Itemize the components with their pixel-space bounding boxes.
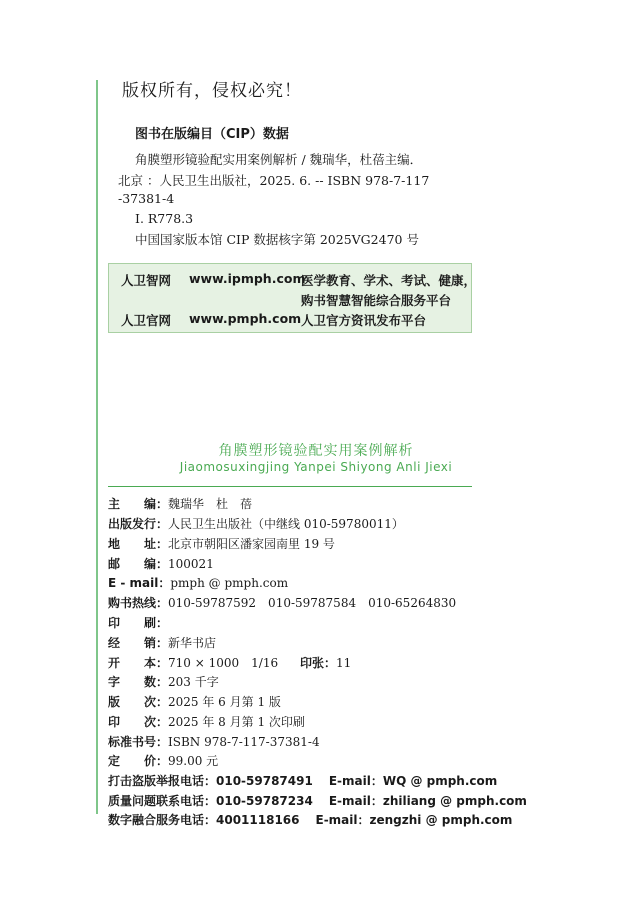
site1-url[interactable]: www.ipmph.com xyxy=(189,271,306,286)
website-box xyxy=(108,263,477,333)
info-row-format xyxy=(108,654,278,671)
info-value: 203 千字 xyxy=(168,675,219,689)
info-value: 11 xyxy=(336,656,352,670)
info-value: 北京市朝阳区潘家园南里 19 号 xyxy=(168,537,335,551)
site1-desc2: 购书智慧智能综合服务平台 xyxy=(301,293,452,308)
info-row-printsheet xyxy=(300,654,351,671)
info-value: 010-59787592 010-59787584 010-65264830 xyxy=(168,596,457,610)
title-separator xyxy=(108,486,472,487)
info-row-address xyxy=(108,535,335,552)
cip-line-2: 北京 ：人民卫生出版社，2025. 6. -- ISBN 978-7-117 xyxy=(118,173,430,188)
info-key: 主 编： xyxy=(108,497,169,511)
info-key: 购书热线： xyxy=(108,596,169,610)
info-key: 经 销： xyxy=(108,636,169,650)
contact-label: 数字融合服务电话：4001118166 xyxy=(108,813,300,827)
info-row-printing xyxy=(108,713,305,730)
info-row-wordcount xyxy=(108,673,219,690)
info-row-postcode xyxy=(108,555,214,572)
site2-url[interactable]: www.pmph.com xyxy=(189,311,302,326)
cip-title: 图书在版编目（CIP）数据 xyxy=(135,127,289,142)
info-key: 印 刷： xyxy=(108,616,169,630)
info-row-distributor xyxy=(108,634,216,651)
contact-email: E-mail：zengzhi @ pmph.com xyxy=(315,813,513,827)
info-row-isbn xyxy=(108,733,320,750)
info-row-edition xyxy=(108,693,281,710)
info-row-publisher xyxy=(108,515,404,532)
info-key: 印 次： xyxy=(108,715,169,729)
info-key: 标准书号： xyxy=(108,735,169,749)
copyright-notice: 版权所有，侵权必究！ xyxy=(122,81,302,101)
info-value: 人民卫生出版社（中继线 010-59780011） xyxy=(168,517,404,531)
info-key: 出版发行： xyxy=(108,517,169,531)
cip-line-4: Ⅰ. R778.3 xyxy=(135,211,194,226)
contact-email: E-mail：zhiliang @ pmph.com xyxy=(328,794,527,808)
cip-line-1: 角膜塑形镜验配实用案例解析 / 魏瑞华，杜蓓主编． xyxy=(135,152,423,167)
info-value: 2025 年 6 月第 1 版 xyxy=(168,695,281,709)
info-row-price xyxy=(108,752,218,769)
info-value: ISBN 978-7-117-37381-4 xyxy=(168,735,320,749)
info-value: 99.00 元 xyxy=(168,754,219,768)
contact-row xyxy=(108,792,527,809)
site2-desc: 人卫官方资讯发布平台 xyxy=(301,313,427,328)
info-key: 印张： xyxy=(300,656,337,670)
info-key: 定 价： xyxy=(108,754,169,768)
info-value: pmph @ pmph.com xyxy=(170,576,289,590)
info-row-editor xyxy=(108,495,252,512)
contact-row xyxy=(108,772,497,789)
info-row-printer xyxy=(108,614,168,631)
info-value: 710 × 1000 1/16 xyxy=(168,656,279,670)
contact-row xyxy=(108,811,512,828)
site1-desc: 医学教育、学术、考试、健康， xyxy=(301,273,477,288)
contact-label: 打击盗版举报电话：010-59787491 xyxy=(108,774,313,788)
book-pinyin: Jiaomosuxingjing Yanpei Shiyong Anli Jiexi xyxy=(179,460,453,474)
info-key: 邮 编： xyxy=(108,557,169,571)
site1-name: 人卫智网 xyxy=(121,273,172,288)
info-value: 100021 xyxy=(168,557,214,571)
info-key: 地 址： xyxy=(108,537,169,551)
info-value: 魏瑞华 杜 蓓 xyxy=(168,497,253,511)
cip-line-3: -37381-4 xyxy=(118,191,175,206)
info-key: E - mail： xyxy=(108,576,171,590)
info-key: 字 数： xyxy=(108,675,169,689)
info-value: 新华书店 xyxy=(168,636,217,650)
contact-email: E-mail：WQ @ pmph.com xyxy=(328,774,498,788)
info-key: 版 次： xyxy=(108,695,169,709)
info-row-hotline xyxy=(108,594,456,611)
info-value: 2025 年 8 月第 1 次印刷 xyxy=(168,715,305,729)
site2-name: 人卫官网 xyxy=(121,313,172,328)
book-title: 角膜塑形镜验配实用案例解析 xyxy=(218,443,414,459)
cip-line-5: 中国国家版本馆 CIP 数据核字第 2025VG2470 号 xyxy=(135,232,419,247)
info-key: 开 本： xyxy=(108,656,169,670)
info-row-email xyxy=(108,574,288,591)
contact-label: 质量问题联系电话：010-59787234 xyxy=(108,794,313,808)
